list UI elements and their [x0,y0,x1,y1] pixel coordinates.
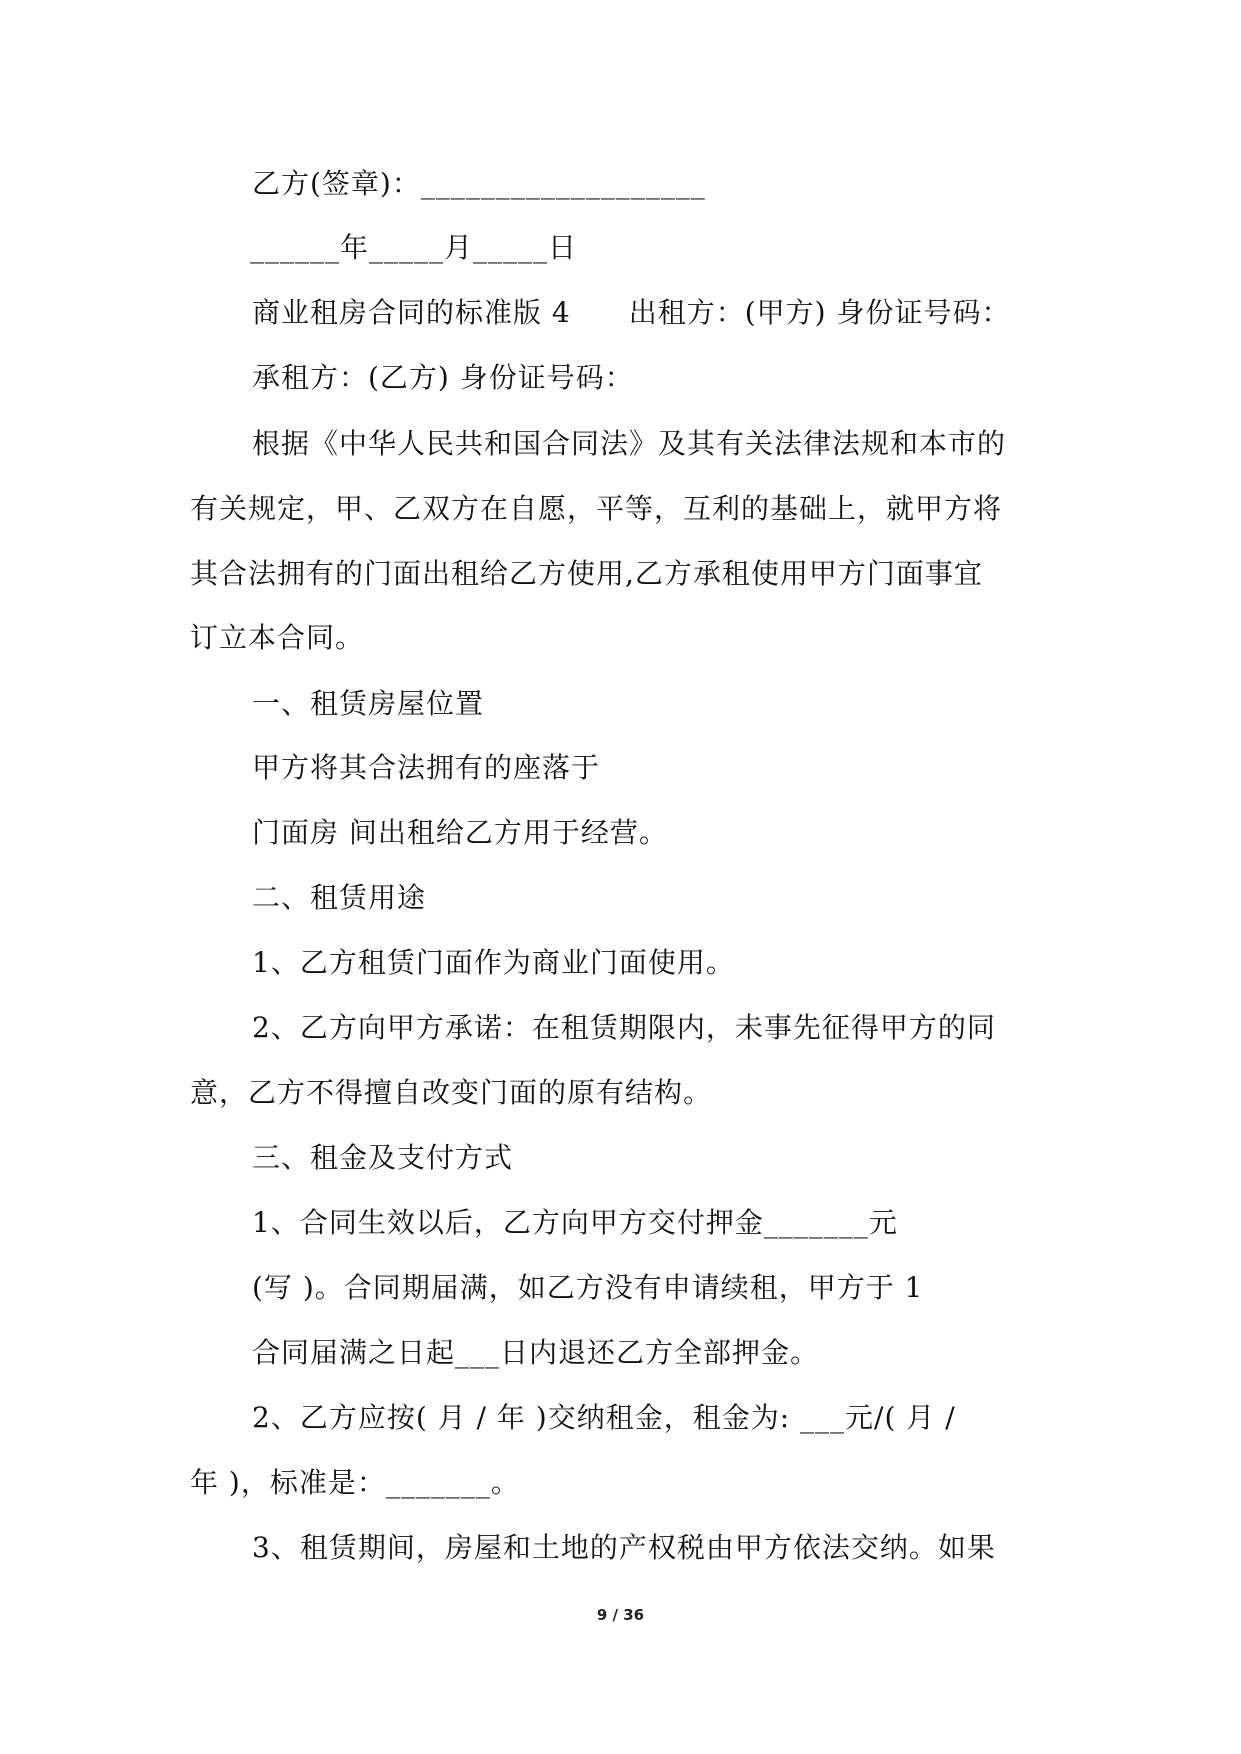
clause-line: (写 )。合同期届满，如乙方没有申请续租，甲方于 1 [252,1271,924,1304]
paragraph-line: 其合法拥有的门面出租给乙方使用,乙方承租使用甲方门面事宜 [190,557,983,590]
section-heading: 一、租赁房屋位置 [252,687,485,720]
paragraph-line: 根据《中华人民共和国合同法》及其有关法律法规和本市的 [252,427,1007,460]
clause-line: 1、合同生效以后，乙方向甲方交付押金_______元 [252,1206,898,1239]
paragraph-line: 订立本合同。 [190,621,365,654]
clause-line: 2、乙方向甲方承诺：在租赁期限内，未事先征得甲方的同 [252,1011,996,1044]
text-line: 门面房 间出租给乙方用于经营。 [252,816,668,849]
paragraph-line: 有关规定，甲、乙双方在自愿，平等，互利的基础上，就甲方将 [190,492,1003,525]
text-line: 乙方(签章)：___________________ [252,167,706,200]
text-line: ______年_____月_____日 [250,231,578,264]
text-line: 甲方将其合法拥有的座落于 [252,751,601,784]
clause-line: 年 )，标准是：_______。 [190,1466,520,1499]
section-heading: 三、租金及支付方式 [252,1141,514,1174]
clause-line: 2、乙方应按( 月 / 年 )交纳租金，租金为: ___元/( 月 / [252,1401,956,1434]
clause-line: 意，乙方不得擅自改变门面的原有结构。 [190,1076,713,1109]
clause-line: 3、租赁期间，房屋和土地的产权税由甲方依法交纳。如果 [252,1531,996,1564]
section-heading: 二、租赁用途 [252,881,427,914]
text-line: 承租方：(乙方) 身份证号码： [252,361,634,394]
clause-line: 1、乙方租赁门面作为商业门面使用。 [252,946,735,979]
page-number: 9 / 36 [596,1606,645,1624]
clause-line: 合同届满之日起___日内退还乙方全部押金。 [252,1336,820,1369]
text-line: 商业租房合同的标准版 4 出租方：(甲方) 身份证号码： [252,296,1011,329]
